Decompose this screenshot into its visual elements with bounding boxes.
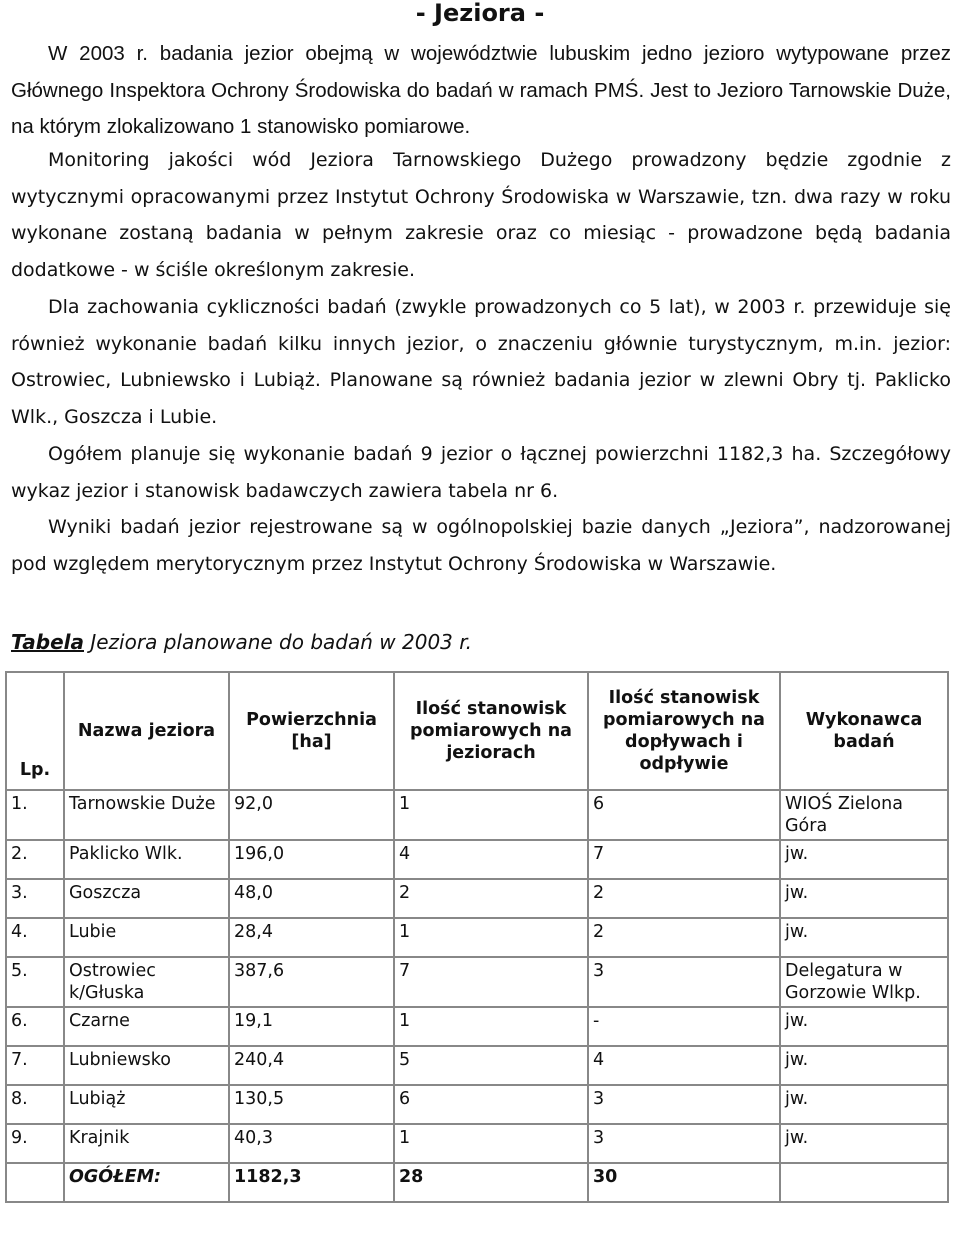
- cell-inflow-stations: 3: [588, 1085, 780, 1124]
- cell-name: Lubiąż: [64, 1085, 229, 1124]
- cell-lp: 1.: [6, 790, 64, 840]
- cell-area: 240,4: [229, 1046, 394, 1085]
- paragraph-intro: W 2003 r. badania jezior obejmą w województwie lubuskim jedno jezioro wytypowane przez Głównego Inspektora Ochrony Środowiska do badań w ramach PMŚ. Jest to Jezioro Tarnowskie Duże, na którym zlokalizowano 1 stanowisko pomiarowe.: [11, 42, 951, 139]
- table-row: [6, 1124, 948, 1163]
- cell-executor: jw.: [780, 840, 948, 879]
- cell-name: Ostrowiec k/Głuska: [64, 957, 229, 1007]
- cell-lp: 5.: [6, 957, 64, 1007]
- header-name: Nazwa jeziora: [64, 672, 229, 790]
- cell-area: 130,5: [229, 1085, 394, 1124]
- cell-inflow-stations: -: [588, 1007, 780, 1046]
- cell-area: 92,0: [229, 790, 394, 840]
- cell-lake-stations: 5: [394, 1046, 588, 1085]
- paragraph-summary: Ogółem planuje się wykonanie badań 9 jezior o łącznej powierzchni 1182,3 ha. Szczegółowy wykaz jezior i stanowisk badawczych zawiera tabela nr 6.: [11, 443, 951, 502]
- cell-lp: 6.: [6, 1007, 64, 1046]
- total-area: 1182,3: [229, 1163, 394, 1202]
- table-caption-label: Tabela: [11, 630, 84, 654]
- cell-lake-stations: 1: [394, 918, 588, 957]
- cell-lake-stations: 4: [394, 840, 588, 879]
- cell-executor: Delegatura w Gorzowie Wlkp.: [780, 957, 948, 1007]
- cell-lp: 2.: [6, 840, 64, 879]
- cell-lp: 9.: [6, 1124, 64, 1163]
- header-area: Powierzchnia [ha]: [229, 672, 394, 790]
- table-row: [6, 790, 948, 840]
- paragraph-database: Wyniki badań jezior rejestrowane są w ogólnopolskiej bazie danych „Jeziora”, nadzorowanej pod względem merytorycznym przez Instytut Ochrony Środowiska w Warszawie.: [11, 516, 951, 575]
- page-title: - Jeziora -: [415, 0, 545, 27]
- cell-area: 19,1: [229, 1007, 394, 1046]
- cell-lake-stations: 2: [394, 879, 588, 918]
- total-label: OGÓŁEM:: [64, 1163, 229, 1202]
- table-caption-text: Jeziora planowane do badań w 2003 r.: [84, 630, 472, 654]
- cell-executor: jw.: [780, 918, 948, 957]
- cell-lp: 4.: [6, 918, 64, 957]
- cell-lp: 8.: [6, 1085, 64, 1124]
- table-row: [6, 840, 948, 879]
- cell-executor: jw.: [780, 1007, 948, 1046]
- cell-inflow-stations: 2: [588, 879, 780, 918]
- cell-lake-stations: 1: [394, 1124, 588, 1163]
- cell-lake-stations: 7: [394, 957, 588, 1007]
- cell-inflow-stations: 3: [588, 1124, 780, 1163]
- cell-executor: jw.: [780, 1124, 948, 1163]
- table-caption: [11, 628, 472, 656]
- cell-area: 196,0: [229, 840, 394, 879]
- header-lake-stations: Ilość stanowisk pomiarowych na jeziorach: [394, 672, 588, 790]
- cell-lake-stations: 1: [394, 1007, 588, 1046]
- cell-lake-stations: 1: [394, 790, 588, 840]
- cell-executor: WIOŚ Zielona Góra: [780, 790, 948, 840]
- cell-name: Czarne: [64, 1007, 229, 1046]
- cell-name: Paklicko Wlk.: [64, 840, 229, 879]
- cell-executor: jw.: [780, 879, 948, 918]
- cell-inflow-stations: 7: [588, 840, 780, 879]
- table-row: [6, 879, 948, 918]
- table-total-row: [6, 1163, 948, 1202]
- header-inflow-stations: Ilość stanowisk pomiarowych na dopływach i odpływie: [588, 672, 780, 790]
- total-lp: [6, 1163, 64, 1202]
- cell-inflow-stations: 3: [588, 957, 780, 1007]
- cell-area: 48,0: [229, 879, 394, 918]
- table-row: [6, 1046, 948, 1085]
- cell-lp: 3.: [6, 879, 64, 918]
- table-row: [6, 1085, 948, 1124]
- cell-executor: jw.: [780, 1046, 948, 1085]
- cell-area: 28,4: [229, 918, 394, 957]
- lakes-table: [5, 671, 949, 1203]
- table-row: [6, 918, 948, 957]
- header-executor: Wykonawca badań: [780, 672, 948, 790]
- cell-name: Goszcza: [64, 879, 229, 918]
- cell-executor: jw.: [780, 1085, 948, 1124]
- cell-name: Lubniewsko: [64, 1046, 229, 1085]
- cell-lp: 7.: [6, 1046, 64, 1085]
- cell-inflow-stations: 2: [588, 918, 780, 957]
- paragraph-other-lakes: Dla zachowania cykliczności badań (zwykle prowadzonych co 5 lat), w 2003 r. przewiduje się również wykonanie badań kilku innych jezior, o znaczeniu głównie turystycznym, m.in. jezior: Ostrowiec, Lubniewsko i Lubiąż. Planowane są również badania jezior w zlewni Obry tj. Paklicko Wlk., Goszcza i Lubie.: [11, 296, 951, 428]
- cell-name: Tarnowskie Duże: [64, 790, 229, 840]
- cell-name: Lubie: [64, 918, 229, 957]
- total-lake-stations: 28: [394, 1163, 588, 1202]
- paragraph-monitoring: Monitoring jakości wód Jeziora Tarnowskiego Dużego prowadzony będzie zgodnie z wytycznymi opracowanymi przez Instytut Ochrony Środowiska w Warszawie, tzn. dwa razy w roku wykonane zostaną badania w pełnym zakresie oraz co miesiąc - prowadzone będą badania dodatkowe - w ściśle określonym zakresie.: [11, 149, 951, 281]
- total-inflow-stations: 30: [588, 1163, 780, 1202]
- cell-area: 387,6: [229, 957, 394, 1007]
- cell-name: Krajnik: [64, 1124, 229, 1163]
- header-lp: Lp.: [6, 672, 64, 790]
- cell-lake-stations: 6: [394, 1085, 588, 1124]
- total-executor: [780, 1163, 948, 1202]
- table-row: [6, 1007, 948, 1046]
- table-header-row: [6, 672, 948, 790]
- table-row: [6, 957, 948, 1007]
- cell-inflow-stations: 4: [588, 1046, 780, 1085]
- cell-area: 40,3: [229, 1124, 394, 1163]
- cell-inflow-stations: 6: [588, 790, 780, 840]
